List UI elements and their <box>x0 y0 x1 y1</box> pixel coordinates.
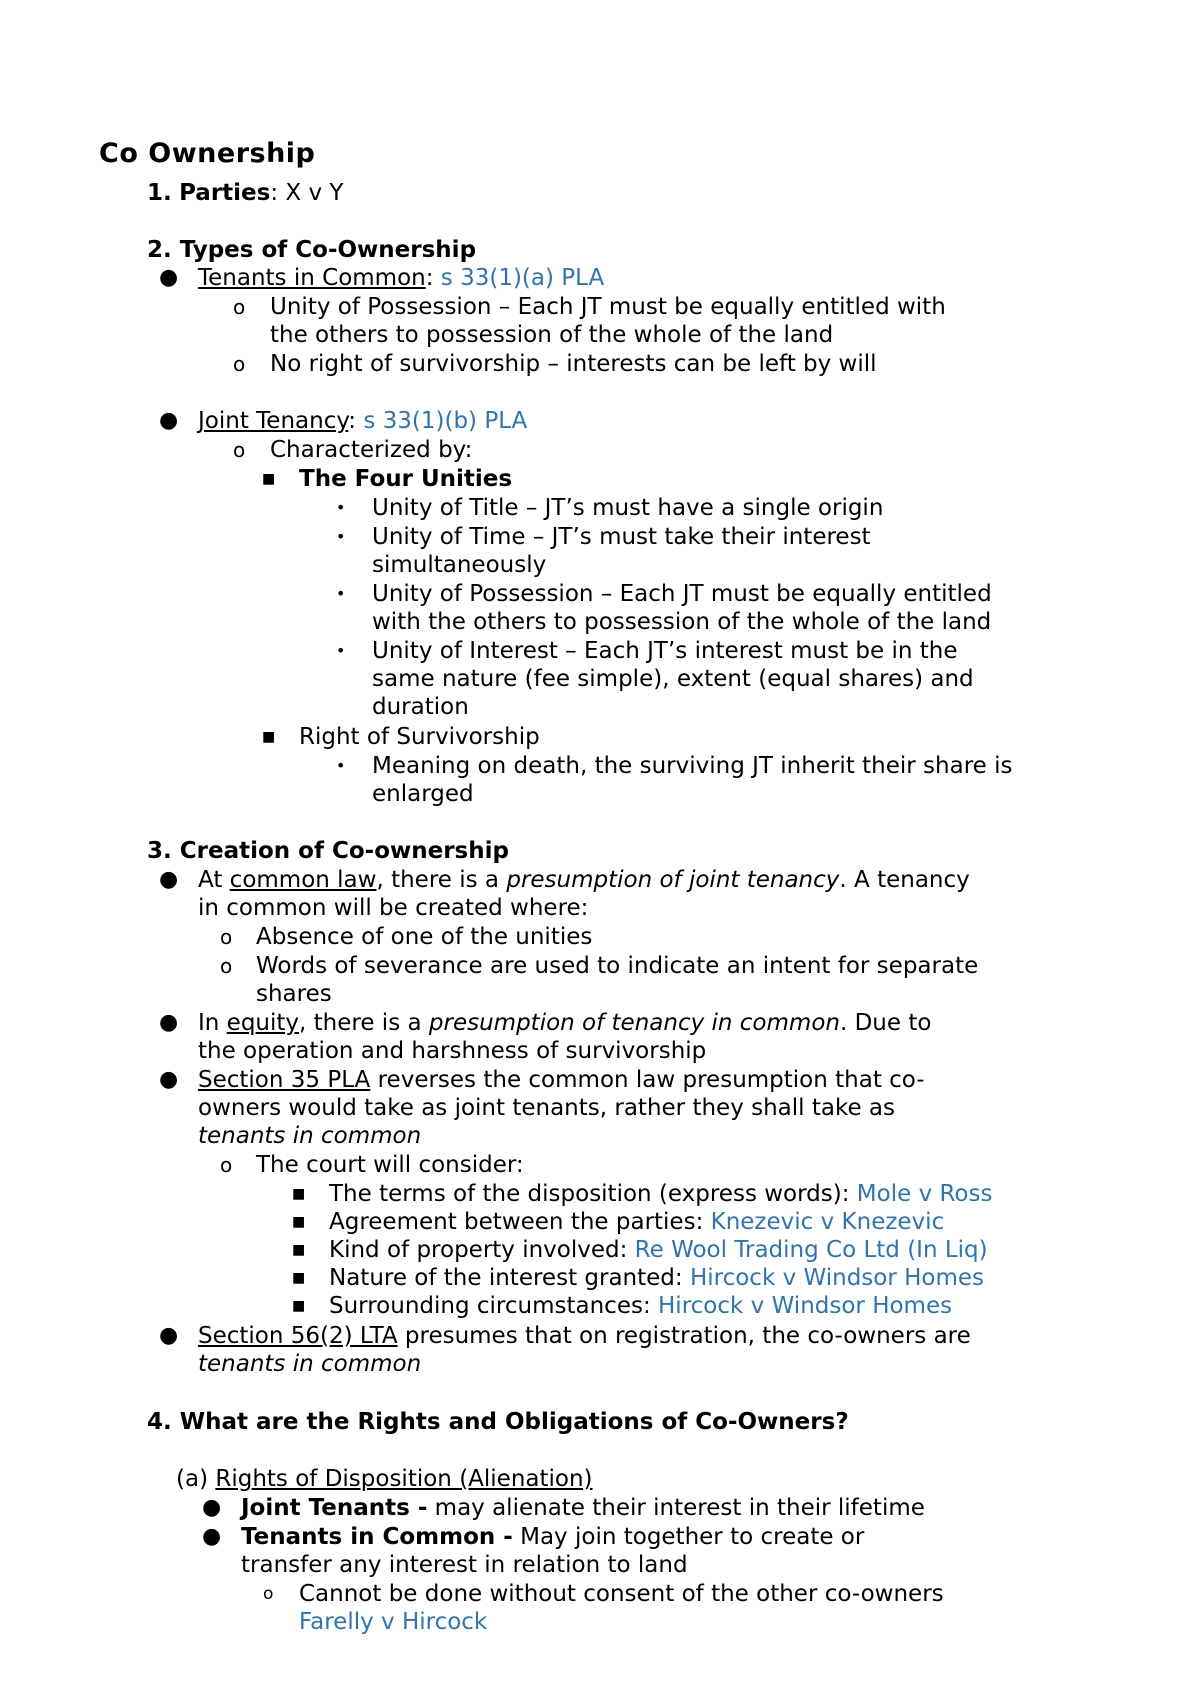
citation-link[interactable]: s 33(1)(b) PLA <box>363 408 528 434</box>
bullet-circle-icon: o <box>220 1153 233 1177</box>
underlined-term: Section 56(2) LTA <box>198 1323 398 1349</box>
list-item: Meaning on death, the surviving JT inherit their share is <box>372 753 1013 779</box>
citation-link[interactable]: s 33(1)(a) PLA <box>440 265 605 291</box>
list-item <box>241 1494 925 1523</box>
text-run: In <box>198 1010 227 1036</box>
text-run: At <box>198 867 230 893</box>
citation-link[interactable]: Hircock v Windsor Homes <box>689 1265 985 1291</box>
factor-label: The terms of the disposition (express words): <box>329 1181 857 1207</box>
underlined-term: common law <box>229 867 377 893</box>
bullet-disc-icon: ● <box>159 408 179 433</box>
list-item <box>198 1066 925 1095</box>
bullet-dot-icon: • <box>336 756 346 775</box>
list-item: Unity of Possession – Each JT must be equally entitled <box>372 581 992 607</box>
bullet-disc-icon: ● <box>159 1010 179 1035</box>
bullet-circle-icon: o <box>220 925 233 949</box>
bullet-dot-icon: • <box>336 527 346 546</box>
bullet-square-icon: ■ <box>292 1298 306 1314</box>
bullet-disc-icon: ● <box>202 1495 222 1520</box>
list-item: Cannot be done without consent of the other co-owners <box>299 1581 944 1607</box>
list-item: No right of survivorship – interests can be left by will <box>270 351 877 377</box>
factor-item <box>329 1264 984 1293</box>
list-item <box>198 866 970 895</box>
text-run: , there is a <box>376 867 507 893</box>
bullet-circle-icon: o <box>220 954 233 978</box>
list-item-continuation: in common will be created where: <box>198 895 589 921</box>
list-item: Unity of Possession – Each JT must be equally entitled with <box>270 294 946 320</box>
list-item <box>198 1322 971 1351</box>
underlined-term: equity <box>226 1010 300 1036</box>
parties-value: : X v Y <box>270 180 344 206</box>
list-item-continuation: simultaneously <box>372 552 547 578</box>
bullet-square-icon: ■ <box>292 1242 306 1258</box>
bullet-circle-icon: o <box>233 438 246 462</box>
citation-link[interactable]: Hircock v Windsor Homes <box>658 1293 953 1319</box>
subsection-number: (a) <box>176 1466 209 1492</box>
subsection-label: Rights of Disposition (Alienation) <box>215 1466 593 1492</box>
colon: : <box>425 265 441 291</box>
section-1-parties <box>147 179 343 208</box>
list-item-continuation: tenants in common <box>198 1123 422 1149</box>
text-run: . A tenancy <box>839 867 970 893</box>
list-item-continuation: shares <box>256 981 332 1007</box>
list-item: Unity of Time – JT’s must take their interest <box>372 524 871 550</box>
list-item-continuation: tenants in common <box>198 1351 422 1377</box>
list-item: Characterized by: <box>270 437 473 463</box>
factor-item <box>329 1208 944 1237</box>
bullet-circle-icon: o <box>263 1584 274 1604</box>
bullet-circle-icon: o <box>233 352 246 376</box>
bullet-square-icon: ■ <box>292 1186 306 1202</box>
section-1-number: 1. <box>147 180 172 206</box>
section-4-heading: 4. What are the Rights and Obligations of Co-Owners? <box>147 1409 849 1435</box>
subsection-a-heading <box>176 1465 593 1494</box>
four-unities-heading: The Four Unities <box>299 466 513 492</box>
factor-label: Kind of property involved: <box>329 1237 635 1263</box>
citation-link[interactable]: Mole v Ross <box>856 1181 993 1207</box>
underlined-term: Section 35 PLA <box>198 1067 371 1093</box>
tenants-in-common-item <box>198 264 604 293</box>
factor-label: Surrounding circumstances: <box>329 1293 659 1319</box>
list-item-continuation: transfer any interest in relation to land <box>241 1552 688 1578</box>
bullet-circle-icon: o <box>233 295 246 319</box>
italic-term: presumption of joint tenancy <box>506 867 840 893</box>
bold-term: Tenants in Common - <box>241 1524 513 1550</box>
list-item-continuation: duration <box>372 694 469 720</box>
factor-item <box>329 1236 988 1265</box>
colon: : <box>348 408 364 434</box>
text-run: reverses the common law presumption that co- <box>370 1067 925 1093</box>
bullet-square-icon: ■ <box>262 471 276 487</box>
section-2-heading: 2. Types of Co-Ownership <box>147 237 477 263</box>
list-item <box>198 1009 931 1038</box>
list-item: Words of severance are used to indicate an intent for separate <box>256 953 979 979</box>
list-item-continuation: with the others to possession of the whole of the land <box>372 609 992 635</box>
bullet-disc-icon: ● <box>159 265 179 290</box>
bullet-dot-icon: • <box>336 498 346 517</box>
citation-link[interactable]: Knezevic v Knezevic <box>710 1209 945 1235</box>
bullet-disc-icon: ● <box>159 1323 179 1348</box>
list-item: Unity of Interest – Each JT’s interest must be in the <box>372 638 958 664</box>
text-run: May join together to create or <box>512 1524 865 1550</box>
text-run: may alienate their interest in their lifetime <box>427 1495 925 1521</box>
list-item-continuation: the others to possession of the whole of the land <box>270 322 834 348</box>
factor-item <box>329 1180 992 1209</box>
bullet-square-icon: ■ <box>262 729 276 745</box>
page-title: Co Ownership <box>99 138 316 169</box>
section-3-heading: 3. Creation of Co-ownership <box>147 838 509 864</box>
list-item-continuation: owners would take as joint tenants, rather they shall take as <box>198 1095 896 1121</box>
factor-label: Nature of the interest granted: <box>329 1265 690 1291</box>
citation-link[interactable]: Re Wool Trading Co Ltd (In Liq) <box>634 1237 988 1263</box>
citation-link[interactable]: Farelly v Hircock <box>299 1609 488 1635</box>
factor-item <box>329 1292 952 1321</box>
bullet-disc-icon: ● <box>159 1067 179 1092</box>
joint-tenancy-label: Joint Tenancy <box>198 408 349 434</box>
list-item: The court will consider: <box>256 1152 524 1178</box>
bold-term: Joint Tenants - <box>241 1495 428 1521</box>
bullet-dot-icon: • <box>336 641 346 660</box>
list-item-continuation: enlarged <box>372 781 474 807</box>
factor-label: Agreement between the parties: <box>329 1209 711 1235</box>
list-item-continuation: the operation and harshness of survivorship <box>198 1038 707 1064</box>
text-run: , there is a <box>299 1010 429 1036</box>
joint-tenancy-item <box>198 407 527 436</box>
list-item <box>241 1523 864 1552</box>
bullet-square-icon: ■ <box>292 1214 306 1230</box>
list-item: Right of Survivorship <box>299 724 540 750</box>
bullet-square-icon: ■ <box>292 1270 306 1286</box>
tenants-in-common-label: Tenants in Common <box>198 265 426 291</box>
parties-label: Parties <box>179 180 271 206</box>
text-run: presumes that on registration, the co-owners are <box>397 1323 971 1349</box>
list-item: Unity of Title – JT’s must have a single origin <box>372 495 884 521</box>
bullet-disc-icon: ● <box>202 1524 222 1549</box>
bullet-dot-icon: • <box>336 584 346 603</box>
text-run: . Due to <box>839 1010 932 1036</box>
bullet-disc-icon: ● <box>159 867 179 892</box>
list-item-continuation: same nature (fee simple), extent (equal shares) and <box>372 666 974 692</box>
list-item: Absence of one of the unities <box>256 924 593 950</box>
italic-term: presumption of tenancy in common <box>428 1010 840 1036</box>
